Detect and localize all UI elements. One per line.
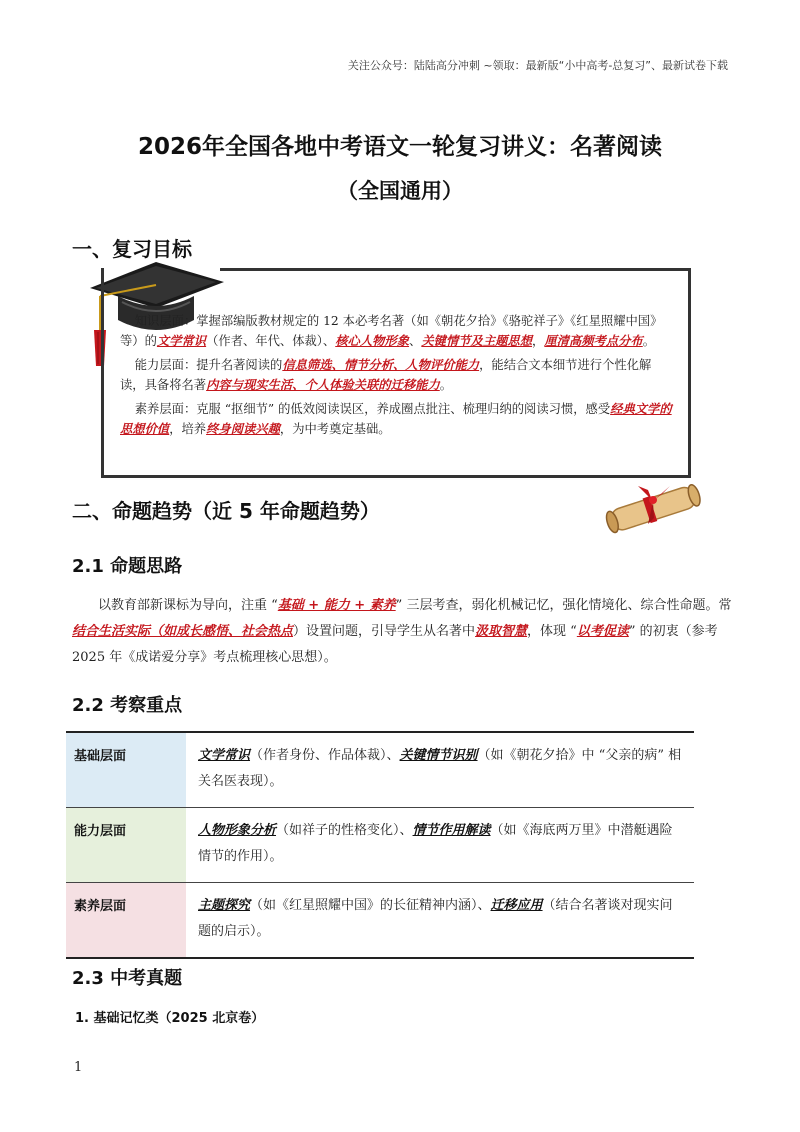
header-note: 关注公众号：陆陆高分冲刺 ~领取：最新版“小中高考-总复习”、最新试卷下载 (347, 59, 728, 72)
goal-ability-text: ，能结合文本细节进行个性化解读，具备将名著 (120, 358, 652, 392)
section21-paragraph (72, 593, 732, 671)
goal-ability-text: 。 (439, 378, 453, 392)
desc-text: （如《朝花夕拾》中 “父亲的病” 相关名医表现）。 (198, 748, 682, 789)
goal-literacy-text: ，为中考奠定基础。 (279, 422, 391, 436)
goal-highlight: 文学常识 (156, 333, 207, 348)
level-cell: 基础层面 (66, 732, 186, 808)
goal-literacy-text: 素养层面：克服 “抠细节” 的低效阅读误区，养成圈点批注、梳理归纳的阅读习惯，感受 (134, 402, 611, 416)
keyword: 文学常识 (198, 748, 251, 763)
goal-knowledge (120, 311, 675, 351)
goal-knowledge-text: ， (532, 334, 545, 348)
para-highlight: 结合生活实际（如成长感悟、社会热点 (72, 624, 294, 639)
table-row (66, 732, 694, 808)
table-row (66, 883, 694, 959)
desc-text: （如祥子的性格变化）、 (276, 823, 413, 838)
goal-ability (120, 355, 675, 395)
focus-table (66, 731, 694, 959)
para-highlight: 以考促读 (576, 624, 629, 639)
keyword: 关键情节识别 (399, 748, 478, 763)
para-text: ” 的初衷（参考 2025 年《成诺爱分享》考点梳理核心思想）。 (72, 624, 718, 665)
goal-knowledge-text: 、 (409, 334, 422, 348)
page-number: 1 (74, 1060, 83, 1075)
goal-knowledge-text: （作者、年代、体裁）、 (206, 334, 336, 348)
goal-highlight: 内容与现实生活、个人体验关联的迁移能力 (206, 377, 440, 392)
goal-highlight: 关键情节及主题思想 (421, 333, 533, 348)
goal-knowledge-text: 知识层面：掌握部编版教材规定的 12 本必考名著（如《朝花夕拾》《骆驼祥子》《红星照耀中国》等）的 (120, 314, 663, 348)
section22-heading: 2.2 考察重点 (72, 695, 183, 716)
para-highlight: 基础 + 能力 + 素养 (277, 598, 396, 613)
desc-text: （如《海底两万里》中潜艇遇险情节的作用）。 (198, 823, 673, 864)
level-cell: 能力层面 (66, 808, 186, 883)
goal-highlight: 信息筛选、情节分析、人物评价能力 (282, 357, 480, 372)
goal-ability-text: 能力层面：提升名著阅读的 (134, 358, 283, 372)
goals-text (120, 311, 675, 443)
description-cell (186, 732, 694, 808)
para-text: ，体现 “ (527, 624, 577, 639)
desc-text: （结合名著谈对现实问题的启示）。 (198, 898, 673, 939)
table-row (66, 808, 694, 883)
page-title: 2026年全国各地中考语文一轮复习讲义：名著阅读 (137, 134, 662, 160)
desc-text: （如《红星照耀中国》的长征精神内涵）、 (250, 898, 491, 913)
section2-heading: 二、命题趋势（近 5 年命题趋势） (72, 499, 380, 523)
goal-highlight: 经典文学的思想价值 (120, 401, 672, 436)
para-highlight: 汲取智慧 (475, 624, 528, 639)
desc-text: （作者身份、作品体裁）、 (250, 748, 400, 763)
goal-highlight: 厘清高频考点分布 (544, 333, 643, 348)
goal-knowledge-text: 。 (642, 334, 656, 348)
section21-heading: 2.1 命题思路 (72, 556, 183, 577)
description-cell (186, 808, 694, 883)
keyword: 情节作用解读 (412, 823, 491, 838)
scroll-icon (600, 478, 705, 538)
para-text: 以教育部新课标为导向，注重 “ (98, 598, 278, 613)
level-cell: 素养层面 (66, 883, 186, 959)
keyword: 迁移应用 (490, 898, 543, 913)
goals-frame-top (220, 268, 691, 271)
goal-literacy (120, 399, 675, 439)
goal-highlight: 核心人物形象 (335, 333, 410, 348)
para-text: ）设置问题，引导学生从名著中 (293, 624, 476, 639)
keyword: 主题探究 (198, 898, 251, 913)
para-text: ” 三层考查，弱化机械记忆，强化情境化、综合性命题。常 (395, 598, 732, 613)
description-cell (186, 883, 694, 959)
list-item: 1. 基础记忆类（2025 北京卷） (75, 1011, 265, 1026)
page-subtitle: （全国通用） (337, 179, 463, 203)
section1-heading: 一、复习目标 (72, 237, 192, 261)
section23-heading: 2.3 中考真题 (72, 968, 183, 989)
keyword: 人物形象分析 (198, 823, 277, 838)
goal-literacy-text: ，培养 (169, 422, 207, 436)
goal-highlight: 终身阅读兴趣 (206, 421, 280, 436)
